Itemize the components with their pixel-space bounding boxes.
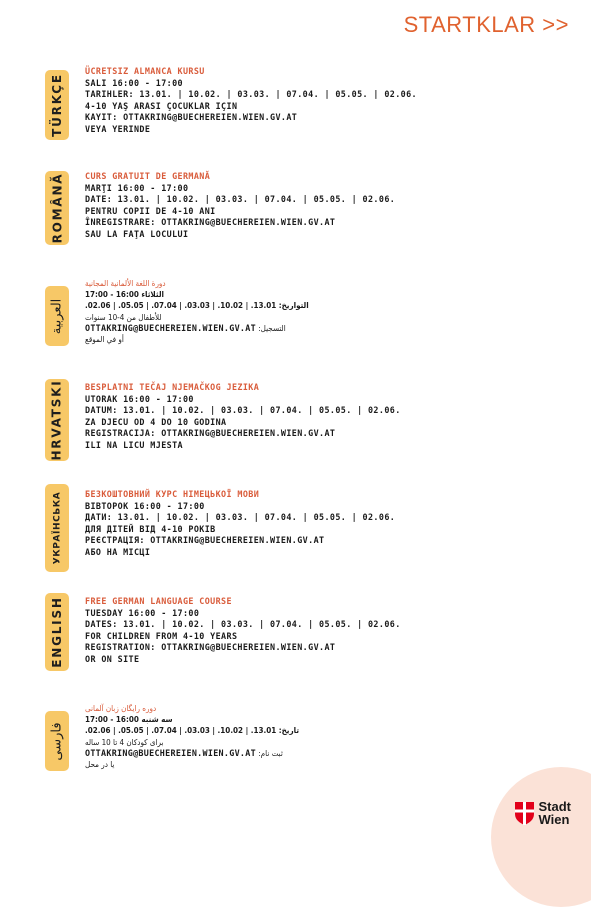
course-title: BESPLATNI TEČAJ NJEMAČKOG JEZIKA <box>85 382 260 392</box>
age-line: للأطفال من 4-10 سنوات <box>85 312 162 322</box>
corner-decoration <box>491 767 591 907</box>
section-content <box>85 596 401 666</box>
course-title: FREE GERMAN LANGUAGE COURSE <box>85 596 232 606</box>
age-line: FOR CHILDREN FROM 4-10 YEARS <box>85 630 238 641</box>
dates-line: DATUM: 13.01. | 10.02. | 03.03. | 07.04. | 05.05. | 02.06. <box>85 405 401 416</box>
onsite-line: SAU LA FAŢA LOCULUI <box>85 228 189 239</box>
registration-email: OTTAKRING@BUECHEREIEN.WIEN.GV.AT <box>85 747 256 758</box>
dates-line: DATE: 13.01. | 10.02. | 03.03. | 07.04. | 05.05. | 02.06. <box>85 194 396 205</box>
schedule-line: ВІВТОРОК 16:00 - 17:00 <box>85 500 205 511</box>
onsite-line: ILI NA LICU MJESTA <box>85 439 183 450</box>
age-line: برای کودکان 4 تا 10 ساله <box>85 737 164 747</box>
schedule-line: SALI 16:00 - 17:00 <box>85 77 183 88</box>
language-tab-arabic: العربية <box>45 286 69 346</box>
onsite-line: أو في الموقع <box>85 335 124 345</box>
schedule-line: سه شنبه 16:00 - 17:00 <box>85 715 173 725</box>
registration-line: REGISTRATION: OTTAKRING@BUECHEREIEN.WIEN.GV.AT <box>85 642 336 653</box>
section-content <box>85 382 401 452</box>
registration-line: KAYIT: OTTAKRING@BUECHEREIEN.WIEN.GV.AT <box>85 112 298 123</box>
schedule-line: TUESDAY 16:00 - 17:00 <box>85 607 200 618</box>
logo-wordmark: Stadt Wien <box>538 799 571 827</box>
onsite-line: АБО НА МІСЦІ <box>85 546 151 557</box>
vienna-shield-icon <box>515 802 534 825</box>
section-content <box>85 489 395 559</box>
dates-line: ДАТИ: 13.01. | 10.02. | 03.03. | 07.04. | 05.05. | 02.06. <box>85 512 396 523</box>
course-title: БЕЗКОШТОВНИЙ КУРС НІМЕЦЬКОЇ МОВИ <box>85 489 260 499</box>
registration-label: ثبت نام: <box>258 748 283 758</box>
dates-line: التواريخ: 13.01. | 10.02. | 03.03. | 07.04. | 05.05. | 02.06. <box>85 301 309 311</box>
language-tab-ukrainian: УКРАЇНСЬКА <box>45 484 69 572</box>
language-tab-romana: ROMÂNĂ <box>45 171 69 245</box>
dates-line: تاریخ: 13.01. | 10.02. | 03.03. | 07.04. | 05.05. | 02.06. <box>85 726 300 736</box>
registration-email: OTTAKRING@BUECHEREIEN.WIEN.GV.AT <box>85 322 256 333</box>
section-content <box>85 171 395 241</box>
course-title: CURS GRATUIT DE GERMANĂ <box>85 171 211 181</box>
schedule-line: MARŢI 16:00 - 17:00 <box>85 182 189 193</box>
schedule-line: الثلاثاء 16:00 - 17:00 <box>85 290 165 300</box>
onsite-line: OR ON SITE <box>85 653 140 664</box>
registration-line <box>85 748 299 759</box>
section-content <box>85 703 299 770</box>
age-line: PENTRU COPII DE 4-10 ANI <box>85 205 216 216</box>
stadt-wien-logo <box>515 800 572 826</box>
registration-line <box>85 323 309 334</box>
language-tab-turkce: TÜRKÇE <box>45 70 69 140</box>
dates-line: DATES: 13.01. | 10.02. | 03.03. | 07.04. | 05.05. | 02.06. <box>85 619 401 630</box>
registration-line: РЕЄСТРАЦІЯ: OTTAKRING@BUECHEREIEN.WIEN.GV.AT <box>85 535 325 546</box>
section-content <box>85 278 309 345</box>
course-title: ÜCRETSIZ ALMANCA KURSU <box>85 66 205 76</box>
registration-line: ÎNREGISTRARE: OTTAKRING@BUECHEREIEN.WIEN.GV.AT <box>85 217 336 228</box>
age-line: ZA DJECU OD 4 DO 10 GODINA <box>85 416 227 427</box>
course-title: دورة اللغة الألمانية المجانية <box>85 279 166 288</box>
language-tab-farsi: فارسی <box>45 711 69 771</box>
course-title: دوره رایگان زبان آلمانی <box>85 704 157 713</box>
dates-line: TARIHLER: 13.01. | 10.02. | 03.03. | 07.04. | 05.05. | 02.06. <box>85 89 417 100</box>
language-tab-english: ENGLISH <box>45 593 69 671</box>
language-tab-hrvatski: HRVATSKI <box>45 379 69 461</box>
registration-line: REGISTRACIJA: OTTAKRING@BUECHEREIEN.WIEN.GV.AT <box>85 428 336 439</box>
section-content <box>85 66 417 136</box>
onsite-line: یا در محل <box>85 760 115 770</box>
age-line: 4-10 YAŞ ARASI ÇOCUKLAR IÇIN <box>85 100 238 111</box>
registration-label: التسجيل: <box>258 323 286 333</box>
page-title: STARTKLAR >> <box>403 12 569 37</box>
age-line: ДЛЯ ДІТЕЙ ВІД 4-10 РОКІВ <box>85 523 216 534</box>
onsite-line: VEYA YERINDE <box>85 123 151 134</box>
schedule-line: UTORAK 16:00 - 17:00 <box>85 393 194 404</box>
